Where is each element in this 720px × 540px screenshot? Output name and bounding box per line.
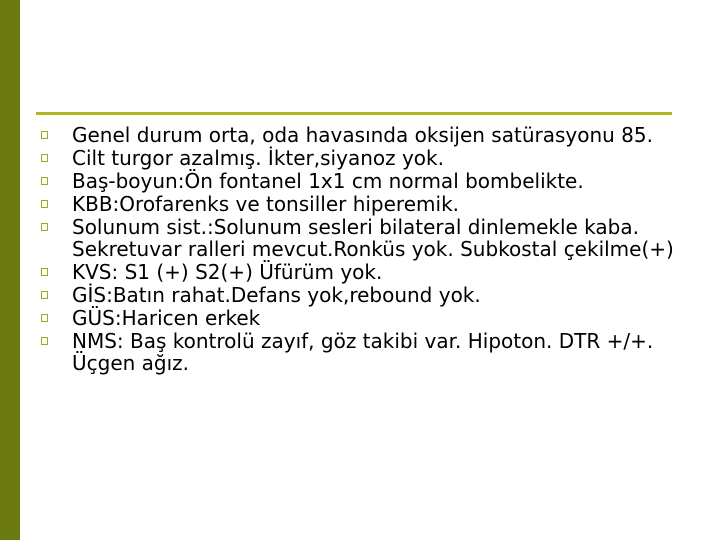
list-item [36,261,676,283]
list-item [36,193,676,215]
list-item [36,330,676,374]
bullet-text: GİS:Batın rahat.Defans yok,rebound yok. [72,283,481,307]
bullet-text: Genel durum orta, oda havasında oksijen satürasyonu 85. [72,123,653,147]
bullet-text: Solunum sist.:Solunum sesleri bilateral dinlemekle kaba. Sekretuvar ralleri mevcut.Ronküs yok. Subkostal çekilme(+) [72,215,674,261]
title-divider-line [36,112,672,115]
bullet-text: GÜS:Haricen erkek [72,306,261,330]
list-item [36,216,676,260]
square-outline-bullet-icon [41,154,48,162]
square-outline-bullet-icon [41,268,48,276]
list-item [36,170,676,192]
list-item [36,124,676,146]
bullet-text: NMS: Baş kontrolü zayıf, göz takibi var. Hipoton. DTR +/+. Üçgen ağız. [72,329,654,375]
square-outline-bullet-icon [41,131,48,139]
square-outline-bullet-icon [41,291,48,299]
bullet-text: Baş-boyun:Ön fontanel 1x1 cm normal bombelikte. [72,169,584,193]
bullet-text: KVS: S1 (+) S2(+) Üfürüm yok. [72,260,383,284]
bullet-text: KBB:Orofarenks ve tonsiller hiperemik. [72,192,460,216]
bullet-list [36,124,676,375]
side-accent-bar [0,0,20,540]
bullet-text: Cilt turgor azalmış. İkter,siyanoz yok. [72,146,444,170]
square-outline-bullet-icon [41,223,48,231]
square-outline-bullet-icon [41,200,48,208]
list-item [36,284,676,306]
list-item [36,307,676,329]
list-item [36,147,676,169]
square-outline-bullet-icon [41,177,48,185]
square-outline-bullet-icon [41,337,48,345]
square-outline-bullet-icon [41,314,48,322]
